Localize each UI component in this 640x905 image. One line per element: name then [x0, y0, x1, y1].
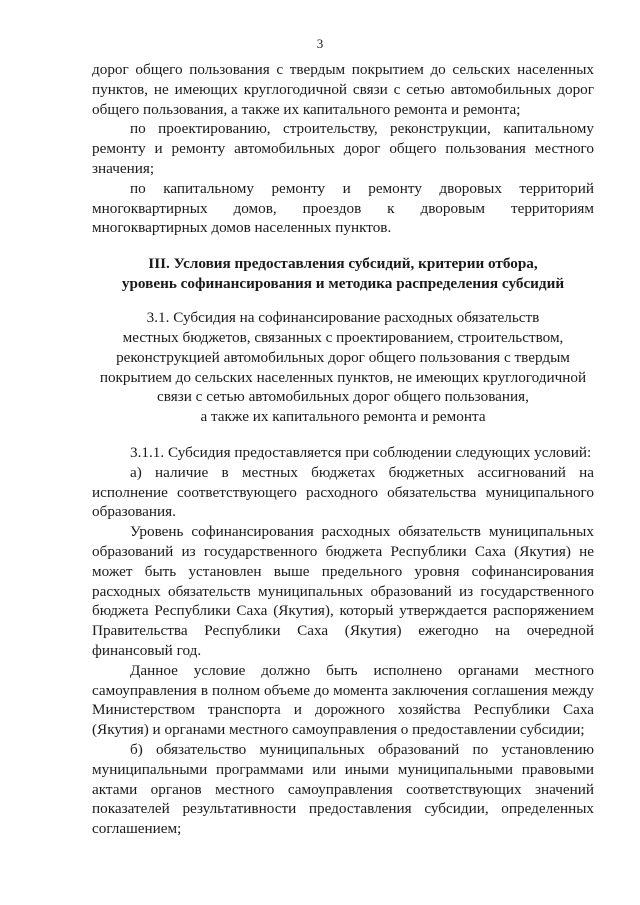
paragraph-courtyard-repair: по капитальному ремонту и ремонту дворовых территорий многоквартирных домов, проездов к дворовым территориям многоквартирных домов населенных пунктов.	[92, 179, 594, 237]
paragraph-condition-fulfillment: Данное условие должно быть исполнено органами местного самоуправления в полном объеме до момента заключения соглашения между Министерством транспорта и дорожного хозяйства Республики Саха (Якутия) и органами местного самоуправления о предоставлении субсидии;	[92, 661, 594, 739]
subsection-heading-line: местных бюджетов, связанных с проектированием, строительством,	[122, 328, 564, 346]
section-heading-line: уровень софинансирования и методика распределения субсидий	[121, 275, 565, 293]
subsection-heading-line: реконструкцией автомобильных дорог общего пользования с твердым	[116, 348, 570, 366]
subsection-heading-line: связи с сетью автомобильных дорог общего пользования,	[157, 388, 529, 406]
subsection-heading	[92, 308, 594, 427]
paragraph-design-construction: по проектированию, строительству, реконструкции, капитальному ремонту и ремонту автомобильных дорог общего пользования местного значения;	[92, 120, 594, 177]
paragraph-condition-b: б) обязательство муниципальных образований по установлению муниципальными программами или иными муниципальными правовыми актами органов местного самоуправления соответствующих значений показателей результативности предоставления субсидии, определенных соглашением;	[92, 740, 594, 838]
subsection-heading-line: а также их капитального ремонта и ремонта	[200, 408, 486, 426]
subsection-heading-line: покрытием до сельских населенных пунктов, не имеющих круглогодичной	[99, 368, 587, 386]
paragraph-conditions-intro: 3.1.1. Субсидия предоставляется при соблюдении следующих условий:	[130, 443, 592, 461]
section-heading	[92, 254, 594, 294]
subsection-heading-line: 3.1. Субсидия на софинансирование расходных обязательств	[146, 309, 540, 327]
section-heading-line: III. Условия предоставления субсидий, критерии отбора,	[148, 255, 538, 273]
page-number: 3	[316, 36, 324, 51]
paragraph-cofinancing-level: Уровень софинансирования расходных обязательств муниципальных образований из государственного бюджета Республики Саха (Якутия) не может быть установлен выше предельного уровня софинансирования расходных обязательств муниципальных образований из государственного бюджета Республики Саха (Якутия), который утверждается распоряжением Правительства Республики Саха (Якутия) ежегодно на очередной финансовый год.	[92, 523, 594, 659]
paragraph-continued: дорог общего пользования с твердым покрытием до сельских населенных пунктов, не имеющих круглогодичной связи с сетью автомобильных дорог общего пользования, а также их капитального ремонта и ремонта;	[92, 61, 594, 118]
document-body	[92, 60, 594, 839]
paragraph-condition-a: а) наличие в местных бюджетах бюджетных ассигнований на исполнение соответствующего расходного обязательства муниципального образования.	[92, 463, 594, 521]
